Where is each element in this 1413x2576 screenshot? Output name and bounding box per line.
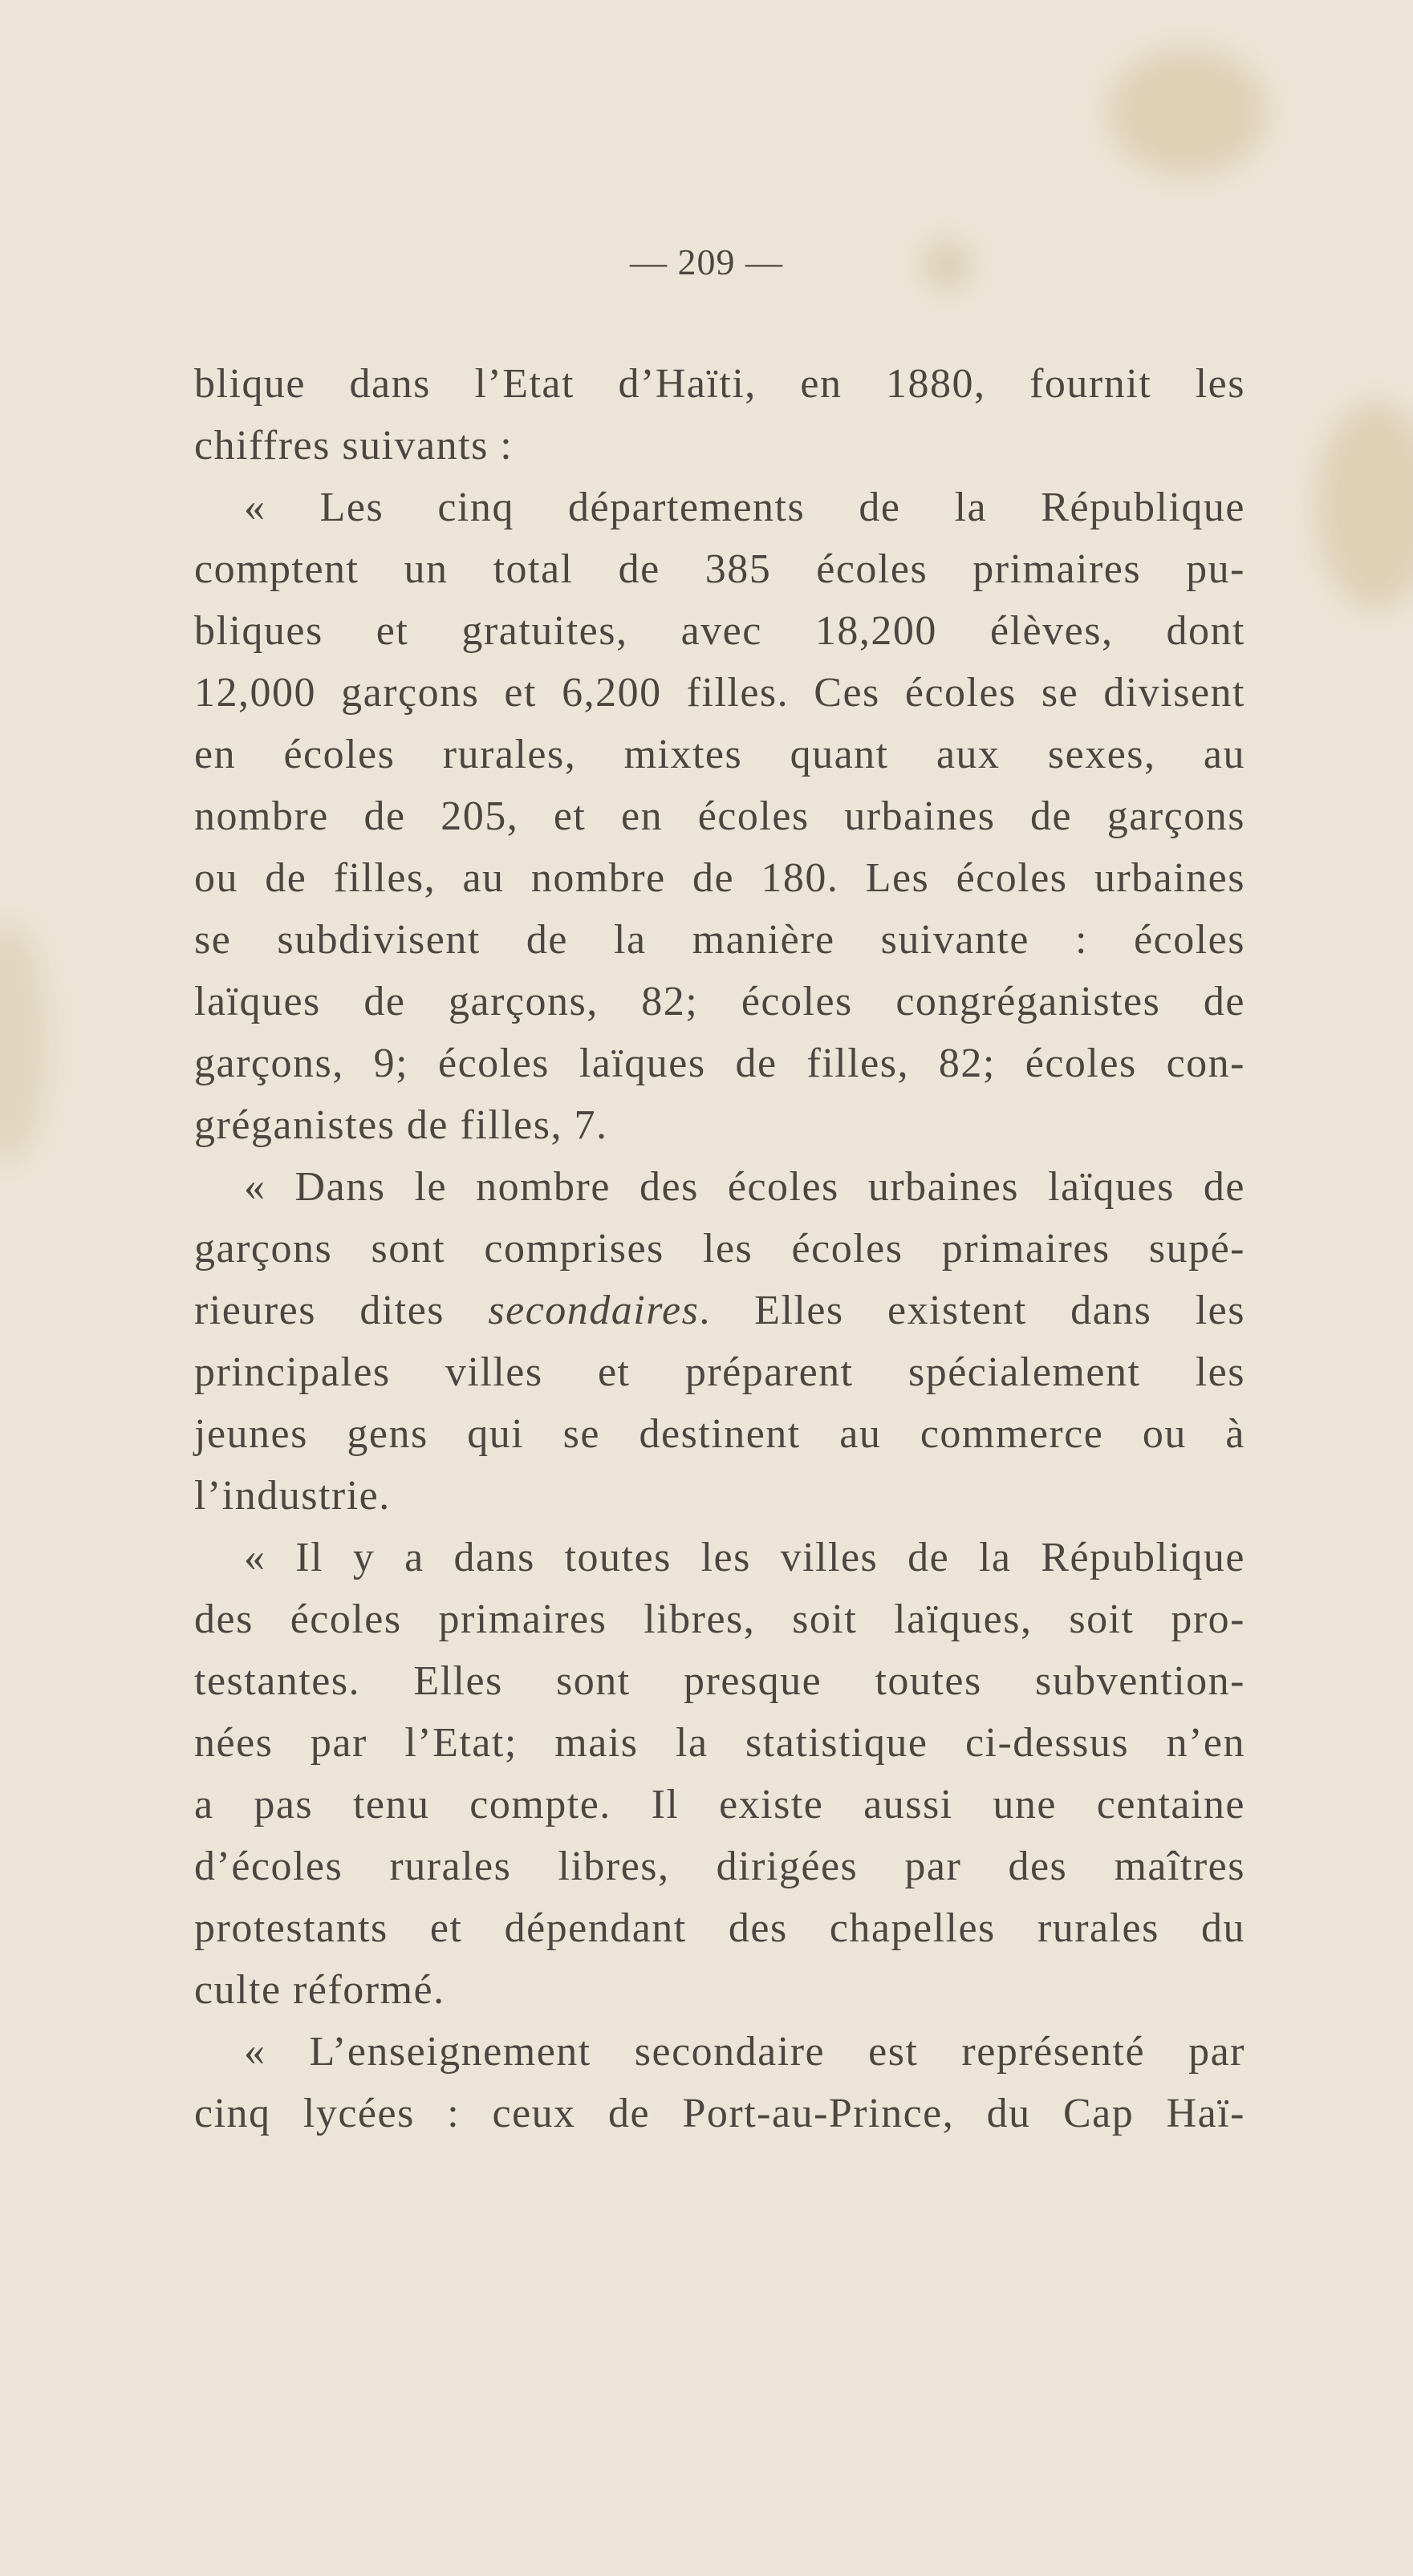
text-line: protestants et dépendant des chapelles rurales du (194, 1905, 1245, 1951)
text-line: des écoles primaires libres, soit laïques, soit pro- (194, 1596, 1245, 1642)
text-line: « L’enseignement secondaire est représenté par (244, 2029, 1245, 2075)
text-line: cinq lycées : ceux de Port-au-Prince, du Cap Haï- (194, 2091, 1245, 2136)
body-text (194, 353, 1245, 2144)
text-line: gréganistes de filles, 7. (194, 1102, 608, 1148)
text-line: jeunes gens qui se destinent au commerce ou à (194, 1411, 1245, 1457)
text-line: « Les cinq départements de la République (244, 485, 1245, 530)
text-line: « Dans le nombre des écoles urbaines laïques de (244, 1164, 1245, 1210)
text-line: garçons, 9; écoles laïques de filles, 82; écoles con- (194, 1041, 1245, 1086)
text-line: garçons sont comprises les écoles primaires supé- (194, 1226, 1245, 1272)
text-line: 12,000 garçons et 6,200 filles. Ces écoles se divisent (194, 670, 1245, 716)
text-line: principales villes et préparent spécialement les (194, 1349, 1245, 1395)
text-line: bliques et gratuites, avec 18,200 élèves, dont (194, 608, 1245, 654)
text-line: « Il y a dans toutes les villes de la République (244, 1535, 1245, 1580)
text-line: ou de filles, au nombre de 180. Les écoles urbaines (194, 855, 1245, 901)
text-line: d’écoles rurales libres, dirigées par des maîtres (194, 1844, 1245, 1889)
paper-stain (1107, 48, 1268, 176)
paper-stain (0, 923, 48, 1163)
text-line: nées par l’Etat; mais la statistique ci-dessus n’en (194, 1720, 1245, 1766)
text-span: . Elles existent dans les (699, 1288, 1246, 1333)
text-line: testantes. Elles sont presque toutes subvention- (194, 1658, 1245, 1704)
text-line: a pas tenu compte. Il existe aussi une centaine (194, 1782, 1245, 1828)
text-line: laïques de garçons, 82; écoles congréganistes de (194, 979, 1245, 1024)
text-line: l’industrie. (194, 1473, 391, 1519)
text-line: se subdivisent de la manière suivante : écoles (194, 917, 1245, 963)
paper-stain (1316, 401, 1413, 610)
italic-term: secondaires (488, 1288, 700, 1333)
text-line (194, 1280, 1245, 1341)
text-span: rieures dites (194, 1288, 489, 1333)
text-line: blique dans l’Etat d’Haïti, en 1880, fournit les (194, 361, 1245, 407)
text-line: comptent un total de 385 écoles primaires pu- (194, 546, 1245, 592)
text-line: chiffres suivants : (194, 423, 514, 469)
text-line: nombre de 205, et en écoles urbaines de garçons (194, 793, 1245, 839)
text-line: culte réformé. (194, 1967, 445, 2013)
page-number: — 209 — (630, 241, 783, 282)
text-line: en écoles rurales, mixtes quant aux sexes, au (194, 732, 1245, 777)
